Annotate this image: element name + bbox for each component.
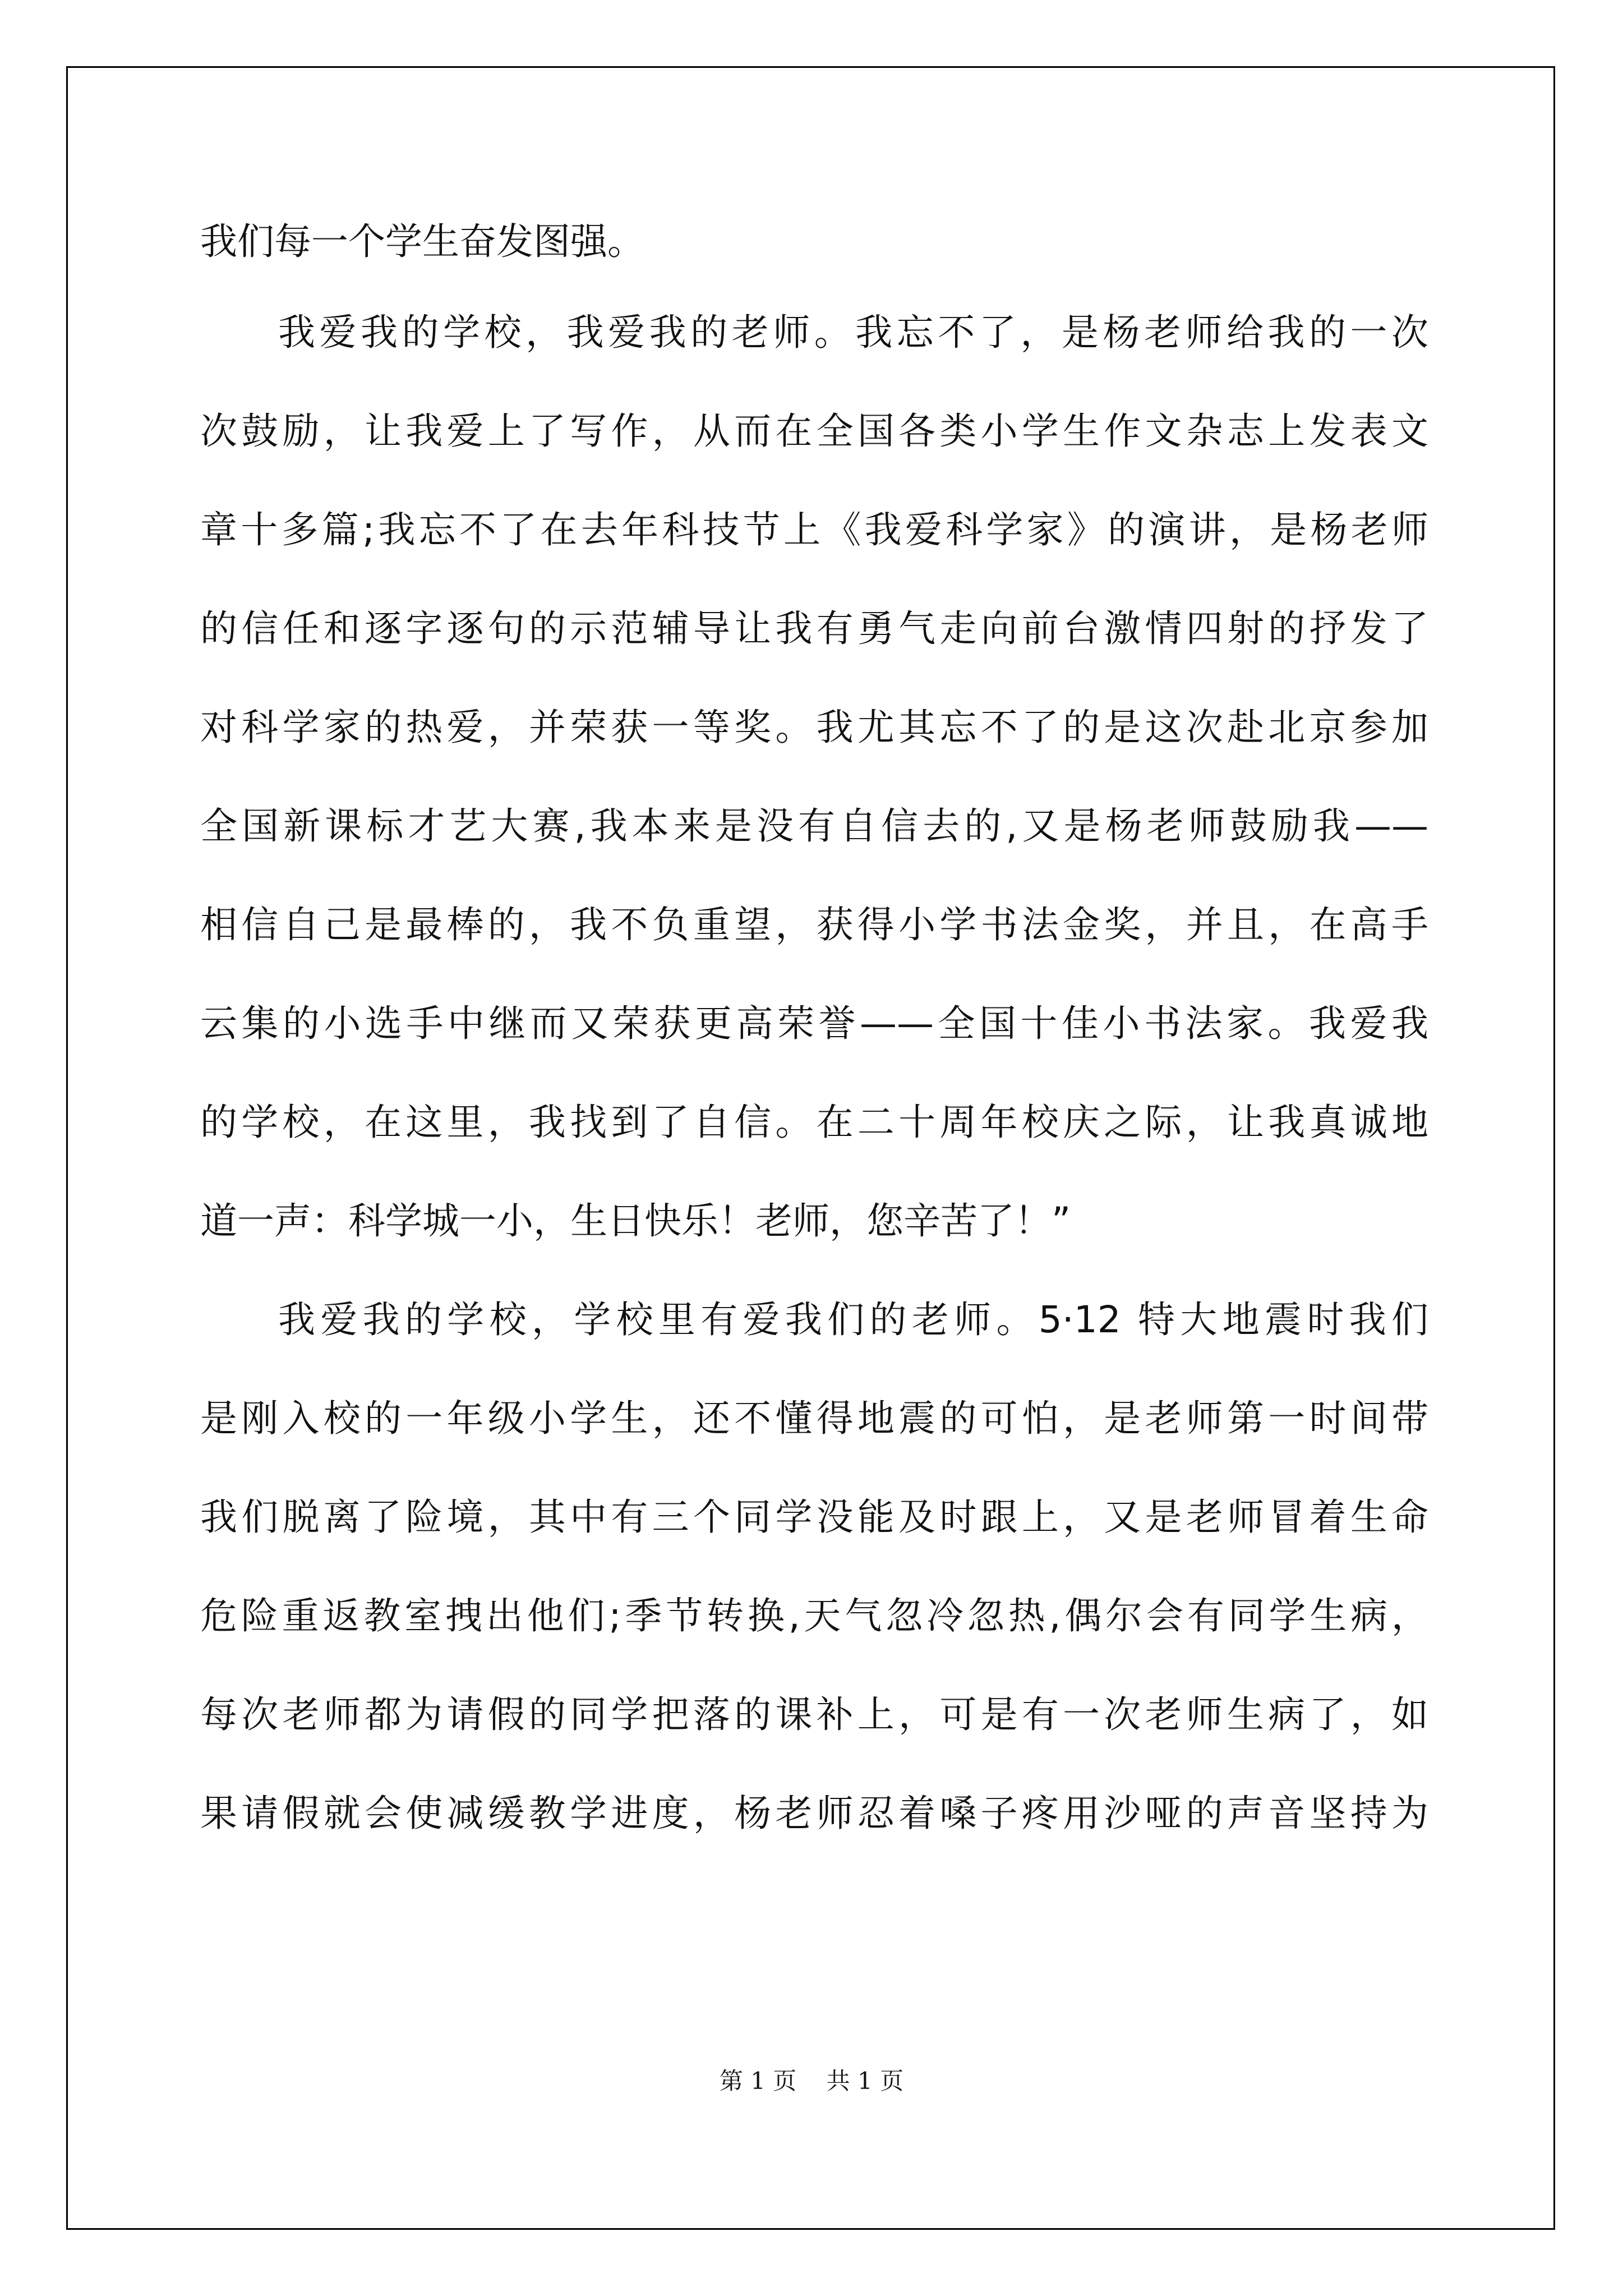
paragraph-line: 我爱我的学校，我爱我的老师。我忘不了，是杨老师给我的一次: [278, 311, 1428, 354]
paragraph-line: 果请假就会使减缓教学进度，杨老师忍着嗓子疼用沙哑的声音坚持为: [200, 1792, 1428, 1835]
paragraph-line: 相信自己是最棒的，我不负重望，获得小学书法金奖，并且，在高手: [200, 903, 1428, 946]
page-number: 第 1 页: [719, 2067, 797, 2095]
paragraph-line: 次鼓励，让我爱上了写作，从而在全国各类小学生作文杂志上发表文: [200, 409, 1428, 453]
paragraph-line: 云集的小选手中继而又荣获更高荣誉——全国十佳小书法家。我爱我: [200, 1002, 1428, 1045]
page-footer: [0, 2064, 1623, 2098]
paragraph-line: 的信任和逐字逐句的示范辅导让我有勇气走向前台激情四射的抒发了: [200, 607, 1428, 650]
paragraph-line: 我爱我的学校，学校里有爱我们的老师。5·12 特大地震时我们: [278, 1298, 1428, 1341]
paragraph-line: 全国新课标才艺大赛,我本来是没有自信去的,又是杨老师鼓励我——: [200, 804, 1428, 848]
paragraph-line: 章十多篇;我忘不了在去年科技节上《我爱科学家》的演讲，是杨老师: [200, 508, 1428, 551]
paragraph-line: 我们每一个学生奋发图强。: [200, 220, 644, 263]
paragraph-line: 是刚入校的一年级小学生，还不懂得地震的可怕，是老师第一时间带: [200, 1397, 1428, 1440]
paragraph-line: 危险重返教室拽出他们;季节转换,天气忽冷忽热,偶尔会有同学生病，: [200, 1594, 1428, 1637]
paragraph-line: 对科学家的热爱，并荣获一等奖。我尤其忘不了的是这次赴北京参加: [200, 706, 1428, 749]
paragraph-line: 我们脱离了险境，其中有三个同学没能及时跟上，又是老师冒着生命: [200, 1496, 1428, 1539]
paragraph-line: 每次老师都为请假的同学把落的课补上，可是有一次老师生病了，如: [200, 1693, 1428, 1736]
page-total: 共 1 页: [826, 2067, 904, 2095]
paragraph-line: 道一声：科学城一小，生日快乐！老师，您辛苦了！”: [200, 1199, 1071, 1243]
paragraph-line: 的学校，在这里，我找到了自信。在二十周年校庆之际，让我真诚地: [200, 1101, 1428, 1144]
